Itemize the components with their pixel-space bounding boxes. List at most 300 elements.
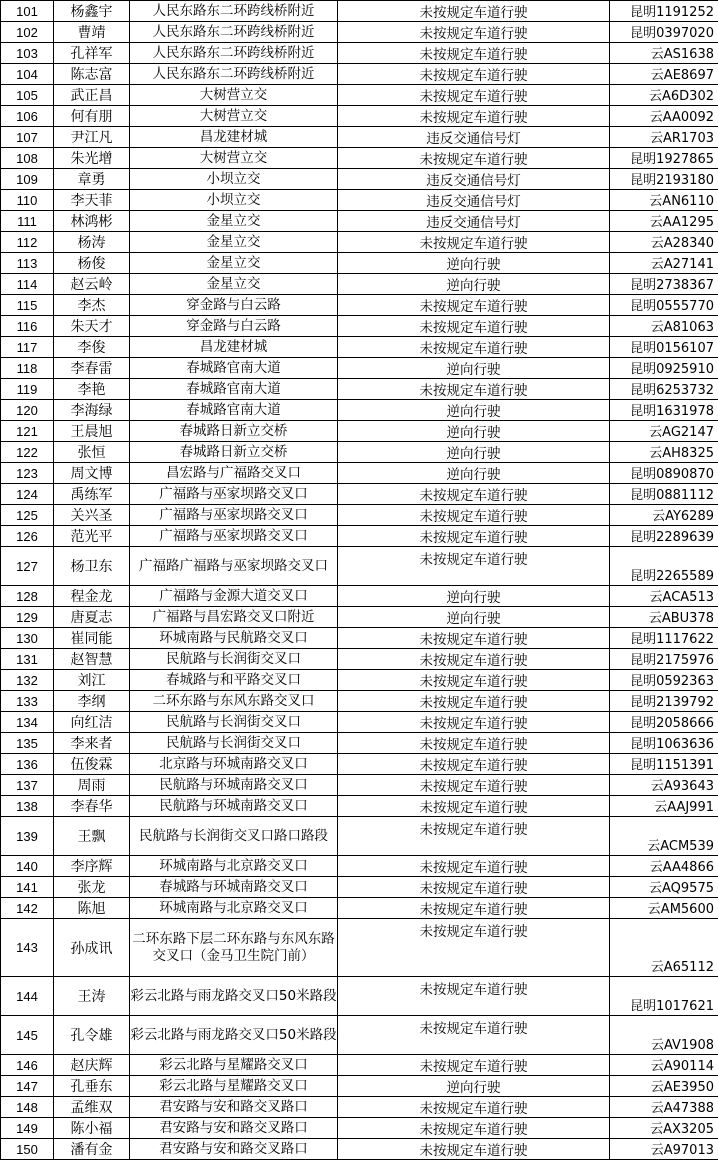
violation-location: 春城路与和平路交叉口 — [130, 670, 338, 691]
row-number: 138 — [1, 796, 54, 817]
violation-type: 未按规定车道行驶 — [338, 649, 610, 670]
violation-location: 广福路与金源大道交叉口 — [130, 586, 338, 607]
violation-location: 大树营立交 — [130, 106, 338, 127]
violation-location: 春城路官南大道 — [130, 400, 338, 421]
driver-name: 李天菲 — [54, 190, 130, 211]
violation-type: 未按规定车道行驶 — [338, 64, 610, 85]
plate-number: 昆明0592363 — [610, 670, 718, 691]
violation-type: 未按规定车道行驶 — [338, 919, 610, 977]
violation-location: 春城路与环城南路交叉口 — [130, 877, 338, 898]
driver-name: 李来者 — [54, 733, 130, 754]
table-row — [1, 442, 718, 463]
row-number: 128 — [1, 586, 54, 607]
violation-type: 未按规定车道行驶 — [338, 232, 610, 253]
plate-number: 云ACM539 — [610, 817, 718, 856]
violation-location: 北京路与环城南路交叉口 — [130, 754, 338, 775]
driver-name: 何有朋 — [54, 106, 130, 127]
plate-number: 昆明2738367 — [610, 274, 718, 295]
violation-location: 民航路与长润街交叉口路口路段 — [130, 817, 338, 856]
violation-location: 广福路与巫家坝路交叉口 — [130, 505, 338, 526]
violation-location: 二环东路下层二环东路与东风东路交叉口（金马卫生院门前） — [130, 919, 338, 977]
row-number: 118 — [1, 358, 54, 379]
violation-type: 未按规定车道行驶 — [338, 484, 610, 505]
violation-location: 君安路与安和路交叉路口 — [130, 1118, 338, 1139]
table-row — [1, 1016, 718, 1055]
row-number: 119 — [1, 379, 54, 400]
driver-name: 赵云岭 — [54, 274, 130, 295]
violation-location: 大树营立交 — [130, 85, 338, 106]
plate-number: 云AQ9575 — [610, 877, 718, 898]
driver-name: 张恒 — [54, 442, 130, 463]
row-number: 141 — [1, 877, 54, 898]
driver-name: 王晨旭 — [54, 421, 130, 442]
plate-number: 云A47388 — [610, 1097, 718, 1118]
violation-location: 环城南路与北京路交叉口 — [130, 898, 338, 919]
row-number: 108 — [1, 148, 54, 169]
violation-type: 未按规定车道行驶 — [338, 106, 610, 127]
driver-name: 范光平 — [54, 526, 130, 547]
table-row — [1, 505, 718, 526]
table-row — [1, 856, 718, 877]
violation-type: 未按规定车道行驶 — [338, 337, 610, 358]
driver-name: 张龙 — [54, 877, 130, 898]
table-row — [1, 316, 718, 337]
table-row — [1, 127, 718, 148]
violation-type: 逆向行驶 — [338, 421, 610, 442]
plate-number: 昆明0925910 — [610, 358, 718, 379]
driver-name: 唐夏志 — [54, 607, 130, 628]
table-row — [1, 775, 718, 796]
row-number: 125 — [1, 505, 54, 526]
violation-location: 春城路官南大道 — [130, 358, 338, 379]
driver-name: 程金龙 — [54, 586, 130, 607]
table-row — [1, 754, 718, 775]
violation-location: 小坝立交 — [130, 169, 338, 190]
plate-number: 云A27141 — [610, 253, 718, 274]
violation-type: 违反交通信号灯 — [338, 211, 610, 232]
driver-name: 杨涛 — [54, 232, 130, 253]
violation-location: 穿金路与白云路 — [130, 316, 338, 337]
driver-name: 李纲 — [54, 691, 130, 712]
table-row — [1, 547, 718, 586]
plate-number: 云AX3205 — [610, 1118, 718, 1139]
row-number: 110 — [1, 190, 54, 211]
row-number: 146 — [1, 1055, 54, 1076]
plate-number: 昆明0397020 — [610, 22, 718, 43]
table-row — [1, 977, 718, 1016]
violation-location: 金星立交 — [130, 274, 338, 295]
table-row — [1, 1097, 718, 1118]
table-row — [1, 1118, 718, 1139]
driver-name: 李杰 — [54, 295, 130, 316]
plate-number: 云A28340 — [610, 232, 718, 253]
violation-type: 逆向行驶 — [338, 400, 610, 421]
table-row — [1, 1, 718, 22]
row-number: 135 — [1, 733, 54, 754]
driver-name: 周雨 — [54, 775, 130, 796]
table-row — [1, 211, 718, 232]
violation-location: 昌龙建材城 — [130, 127, 338, 148]
driver-name: 李春雷 — [54, 358, 130, 379]
row-number: 121 — [1, 421, 54, 442]
plate-number: 云AN6110 — [610, 190, 718, 211]
violation-type: 未按规定车道行驶 — [338, 712, 610, 733]
violation-location: 环城南路与北京路交叉口 — [130, 856, 338, 877]
violation-location: 二环东路与东风东路交叉口 — [130, 691, 338, 712]
driver-name: 潘有金 — [54, 1139, 130, 1160]
driver-name: 李春华 — [54, 796, 130, 817]
driver-name: 陈旭 — [54, 898, 130, 919]
plate-number: 昆明1017621 — [610, 977, 718, 1016]
violation-type: 未按规定车道行驶 — [338, 775, 610, 796]
plate-number: 云AY6289 — [610, 505, 718, 526]
violation-type: 未按规定车道行驶 — [338, 85, 610, 106]
violation-location: 金星立交 — [130, 253, 338, 274]
driver-name: 李海绿 — [54, 400, 130, 421]
row-number: 133 — [1, 691, 54, 712]
table-row — [1, 649, 718, 670]
violation-type: 未按规定车道行驶 — [338, 295, 610, 316]
plate-number: 昆明2193180 — [610, 169, 718, 190]
driver-name: 刘江 — [54, 670, 130, 691]
violation-location: 彩云北路与星耀路交叉口 — [130, 1076, 338, 1097]
driver-name: 孔垂东 — [54, 1076, 130, 1097]
plate-number: 昆明0555770 — [610, 295, 718, 316]
violation-type: 逆向行驶 — [338, 586, 610, 607]
violation-location: 民航路与长润街交叉口 — [130, 712, 338, 733]
row-number: 101 — [1, 1, 54, 22]
plate-number: 云ABU378 — [610, 607, 718, 628]
violation-location: 民航路与环城南路交叉口 — [130, 775, 338, 796]
table-row — [1, 919, 718, 977]
row-number: 129 — [1, 607, 54, 628]
violation-type: 未按规定车道行驶 — [338, 1, 610, 22]
driver-name: 陈志富 — [54, 64, 130, 85]
row-number: 116 — [1, 316, 54, 337]
driver-name: 李序辉 — [54, 856, 130, 877]
violation-location: 春城路日新立交桥 — [130, 421, 338, 442]
driver-name: 章勇 — [54, 169, 130, 190]
row-number: 111 — [1, 211, 54, 232]
row-number: 113 — [1, 253, 54, 274]
plate-number: 昆明1927865 — [610, 148, 718, 169]
violation-type: 未按规定车道行驶 — [338, 670, 610, 691]
table-row — [1, 1139, 718, 1160]
violation-type: 未按规定车道行驶 — [338, 505, 610, 526]
driver-name: 关兴圣 — [54, 505, 130, 526]
table-row — [1, 22, 718, 43]
plate-number: 昆明2265589 — [610, 547, 718, 586]
plate-number: 昆明1631978 — [610, 400, 718, 421]
table-row — [1, 106, 718, 127]
row-number: 102 — [1, 22, 54, 43]
driver-name: 陈小福 — [54, 1118, 130, 1139]
row-number: 149 — [1, 1118, 54, 1139]
violation-type: 逆向行驶 — [338, 358, 610, 379]
row-number: 112 — [1, 232, 54, 253]
violation-location: 人民东路东二环跨线桥附近 — [130, 1, 338, 22]
violation-type: 未按规定车道行驶 — [338, 628, 610, 649]
violation-location: 民航路与长润街交叉口 — [130, 649, 338, 670]
row-number: 145 — [1, 1016, 54, 1055]
violation-type: 未按规定车道行驶 — [338, 1055, 610, 1076]
violation-type: 逆向行驶 — [338, 607, 610, 628]
violation-location: 彩云北路与星耀路交叉口 — [130, 1055, 338, 1076]
table-row — [1, 586, 718, 607]
table-row — [1, 232, 718, 253]
violation-type: 未按规定车道行驶 — [338, 977, 610, 1016]
table-row — [1, 526, 718, 547]
violation-location: 广福路与巫家坝路交叉口 — [130, 484, 338, 505]
plate-number: 云AA4866 — [610, 856, 718, 877]
row-number: 123 — [1, 463, 54, 484]
plate-number: 云A6D302 — [610, 85, 718, 106]
driver-name: 朱光增 — [54, 148, 130, 169]
violation-location: 春城路官南大道 — [130, 379, 338, 400]
violation-location: 人民东路东二环跨线桥附近 — [130, 43, 338, 64]
table-row — [1, 148, 718, 169]
row-number: 134 — [1, 712, 54, 733]
violation-type: 逆向行驶 — [338, 463, 610, 484]
driver-name: 赵庆辉 — [54, 1055, 130, 1076]
violation-location: 金星立交 — [130, 211, 338, 232]
row-number: 139 — [1, 817, 54, 856]
plate-number: 云AM5600 — [610, 898, 718, 919]
plate-number: 云AH8325 — [610, 442, 718, 463]
plate-number: 昆明1151391 — [610, 754, 718, 775]
table-row — [1, 400, 718, 421]
violation-type: 未按规定车道行驶 — [338, 22, 610, 43]
plate-number: 云AAJ991 — [610, 796, 718, 817]
violation-type: 未按规定车道行驶 — [338, 43, 610, 64]
table-row — [1, 337, 718, 358]
violation-location: 广福路广福路与巫家坝路交叉口 — [130, 547, 338, 586]
plate-number: 昆明2175976 — [610, 649, 718, 670]
driver-name: 李艳 — [54, 379, 130, 400]
driver-name: 朱天才 — [54, 316, 130, 337]
table-row — [1, 796, 718, 817]
plate-number: 昆明6253732 — [610, 379, 718, 400]
violation-type: 未按规定车道行驶 — [338, 898, 610, 919]
plate-number: 云AA1295 — [610, 211, 718, 232]
driver-name: 伍俊霖 — [54, 754, 130, 775]
violation-location: 春城路日新立交桥 — [130, 442, 338, 463]
violation-type: 逆向行驶 — [338, 253, 610, 274]
plate-number: 云AS1638 — [610, 43, 718, 64]
plate-number: 昆明1063636 — [610, 733, 718, 754]
violation-type: 未按规定车道行驶 — [338, 817, 610, 856]
table-row — [1, 43, 718, 64]
row-number: 140 — [1, 856, 54, 877]
driver-name: 王涛 — [54, 977, 130, 1016]
violation-location: 穿金路与白云路 — [130, 295, 338, 316]
table-row — [1, 712, 718, 733]
driver-name: 武正昌 — [54, 85, 130, 106]
row-number: 106 — [1, 106, 54, 127]
plate-number: 昆明2289639 — [610, 526, 718, 547]
violation-type: 违反交通信号灯 — [338, 190, 610, 211]
violation-type: 未按规定车道行驶 — [338, 733, 610, 754]
table-row — [1, 484, 718, 505]
row-number: 115 — [1, 295, 54, 316]
table-row — [1, 169, 718, 190]
violation-type: 未按规定车道行驶 — [338, 526, 610, 547]
violation-type: 未按规定车道行驶 — [338, 316, 610, 337]
violation-type: 未按规定车道行驶 — [338, 379, 610, 400]
table-row — [1, 358, 718, 379]
violation-type: 未按规定车道行驶 — [338, 1097, 610, 1118]
row-number: 137 — [1, 775, 54, 796]
plate-number: 昆明1117622 — [610, 628, 718, 649]
table-row — [1, 421, 718, 442]
driver-name: 杨卫东 — [54, 547, 130, 586]
plate-number: 云AE3950 — [610, 1076, 718, 1097]
plate-number: 云AV1908 — [610, 1016, 718, 1055]
plate-number: 云A90114 — [610, 1055, 718, 1076]
plate-number: 云AE8697 — [610, 64, 718, 85]
table-row — [1, 253, 718, 274]
row-number: 130 — [1, 628, 54, 649]
violation-location: 民航路与环城南路交叉口 — [130, 796, 338, 817]
violation-type: 未按规定车道行驶 — [338, 1139, 610, 1160]
plate-number: 云A93643 — [610, 775, 718, 796]
table-row — [1, 1076, 718, 1097]
plate-number: 昆明2139792 — [610, 691, 718, 712]
table-row — [1, 628, 718, 649]
driver-name: 李俊 — [54, 337, 130, 358]
driver-name: 曹靖 — [54, 22, 130, 43]
violation-type: 未按规定车道行驶 — [338, 796, 610, 817]
violation-type: 未按规定车道行驶 — [338, 1016, 610, 1055]
plate-number: 云AG2147 — [610, 421, 718, 442]
table-row — [1, 733, 718, 754]
row-number: 132 — [1, 670, 54, 691]
violation-type: 未按规定车道行驶 — [338, 754, 610, 775]
violation-location: 环城南路与民航路交叉口 — [130, 628, 338, 649]
table-row — [1, 64, 718, 85]
violation-table-body — [1, 1, 718, 1160]
row-number: 107 — [1, 127, 54, 148]
row-number: 136 — [1, 754, 54, 775]
driver-name: 王飘 — [54, 817, 130, 856]
violation-type: 逆向行驶 — [338, 442, 610, 463]
driver-name: 尹江凡 — [54, 127, 130, 148]
violation-location: 彩云北路与雨龙路交叉口50米路段 — [130, 1016, 338, 1055]
violation-location: 民航路与长润街交叉口 — [130, 733, 338, 754]
plate-number: 云ACA513 — [610, 586, 718, 607]
row-number: 114 — [1, 274, 54, 295]
violation-location: 人民东路东二环跨线桥附近 — [130, 64, 338, 85]
plate-number: 云A97013 — [610, 1139, 718, 1160]
plate-number: 昆明0890870 — [610, 463, 718, 484]
violation-location: 昌宏路与广福路交叉口 — [130, 463, 338, 484]
violation-type: 未按规定车道行驶 — [338, 547, 610, 586]
violation-type: 逆向行驶 — [338, 274, 610, 295]
row-number: 131 — [1, 649, 54, 670]
row-number: 117 — [1, 337, 54, 358]
violation-location: 小坝立交 — [130, 190, 338, 211]
row-number: 103 — [1, 43, 54, 64]
violation-location: 人民东路东二环跨线桥附近 — [130, 22, 338, 43]
plate-number: 昆明1191252 — [610, 1, 718, 22]
table-row — [1, 898, 718, 919]
row-number: 104 — [1, 64, 54, 85]
violation-location: 君安路与安和路交叉路口 — [130, 1097, 338, 1118]
row-number: 147 — [1, 1076, 54, 1097]
plate-number: 云A81063 — [610, 316, 718, 337]
plate-number: 昆明2058666 — [610, 712, 718, 733]
violation-type: 逆向行驶 — [338, 1076, 610, 1097]
violation-type: 未按规定车道行驶 — [338, 1118, 610, 1139]
violation-location: 广福路与昌宏路交叉口附近 — [130, 607, 338, 628]
driver-name: 崔同能 — [54, 628, 130, 649]
plate-number: 云A65112 — [610, 919, 718, 977]
table-row — [1, 274, 718, 295]
violation-type: 违反交通信号灯 — [338, 127, 610, 148]
table-row — [1, 670, 718, 691]
driver-name: 杨鑫宇 — [54, 1, 130, 22]
driver-name: 孔祥军 — [54, 43, 130, 64]
row-number: 142 — [1, 898, 54, 919]
violation-location: 君安路与安和路交叉路口 — [130, 1139, 338, 1160]
row-number: 122 — [1, 442, 54, 463]
violation-location: 金星立交 — [130, 232, 338, 253]
row-number: 105 — [1, 85, 54, 106]
driver-name: 周文博 — [54, 463, 130, 484]
driver-name: 林鸿彬 — [54, 211, 130, 232]
violation-type: 未按规定车道行驶 — [338, 148, 610, 169]
row-number: 109 — [1, 169, 54, 190]
table-row — [1, 295, 718, 316]
driver-name: 杨俊 — [54, 253, 130, 274]
row-number: 150 — [1, 1139, 54, 1160]
table-row — [1, 463, 718, 484]
row-number: 127 — [1, 547, 54, 586]
violation-type: 未按规定车道行驶 — [338, 877, 610, 898]
violation-type: 违反交通信号灯 — [338, 169, 610, 190]
violation-location: 昌龙建材城 — [130, 337, 338, 358]
plate-number: 云AR1703 — [610, 127, 718, 148]
violation-location: 彩云北路与雨龙路交叉口50米路段 — [130, 977, 338, 1016]
table-row — [1, 691, 718, 712]
violation-type: 未按规定车道行驶 — [338, 856, 610, 877]
driver-name: 孔令雄 — [54, 1016, 130, 1055]
driver-name: 向红洁 — [54, 712, 130, 733]
table-row — [1, 877, 718, 898]
row-number: 120 — [1, 400, 54, 421]
row-number: 144 — [1, 977, 54, 1016]
table-row — [1, 1055, 718, 1076]
table-row — [1, 85, 718, 106]
violation-location: 大树营立交 — [130, 148, 338, 169]
plate-number: 云AA0092 — [610, 106, 718, 127]
table-row — [1, 817, 718, 856]
violation-type: 未按规定车道行驶 — [338, 691, 610, 712]
driver-name: 孙成讯 — [54, 919, 130, 977]
plate-number: 昆明0881112 — [610, 484, 718, 505]
plate-number: 昆明0156107 — [610, 337, 718, 358]
driver-name: 禹练军 — [54, 484, 130, 505]
row-number: 126 — [1, 526, 54, 547]
row-number: 148 — [1, 1097, 54, 1118]
driver-name: 赵智慧 — [54, 649, 130, 670]
driver-name: 孟维双 — [54, 1097, 130, 1118]
table-row — [1, 379, 718, 400]
table-row — [1, 190, 718, 211]
row-number: 124 — [1, 484, 54, 505]
table-row — [1, 607, 718, 628]
row-number: 143 — [1, 919, 54, 977]
